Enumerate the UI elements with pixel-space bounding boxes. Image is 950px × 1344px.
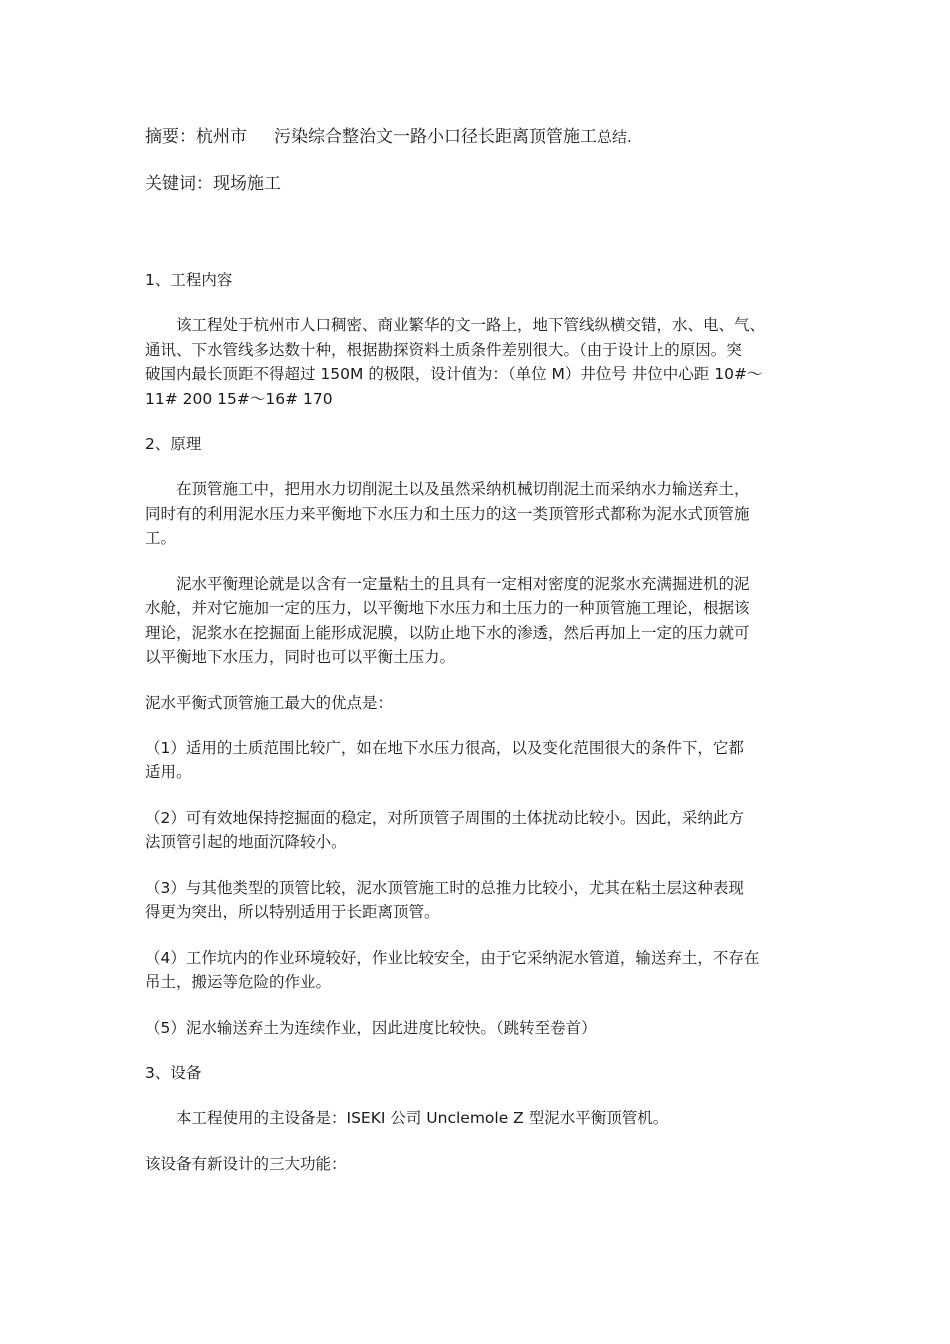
paragraph-line: 破国内最长顶距不得超过 150M 的极限，设计值为：（单位 M）井位号 井位中心距 10#～ (145, 365, 763, 383)
paragraph-line: 本工程使用的主设备是：ISEKI 公司 Unclemole Z 型泥水平衡顶管机。 (176, 1109, 669, 1127)
abstract-text-a: 杭州市 (196, 127, 247, 147)
advantages-intro: 泥水平衡式顶管施工最大的优点是： (145, 693, 394, 712)
paragraph-line: 得更为突出，所以特别适用于长距离顶管。 (145, 903, 440, 921)
abstract-text-small: 总结 (597, 128, 628, 146)
section-3-paragraph-1 (145, 1106, 810, 1131)
paragraph-line: 同时有的利用泥水压力来平衡地下水压力和土压力的这一类顶管形式都称为泥水式顶管施 (145, 504, 750, 523)
section-3-paragraph-2: 该设备有新设计的三大功能： (145, 1154, 347, 1173)
paragraph-line: 工。 (145, 529, 177, 547)
paragraph-line: 在顶管施工中，把用水力切削泥土以及虽然采纳机械切削泥土而采纳水力输送弃土， (176, 480, 750, 498)
section-2-heading: 2、原理 (145, 435, 202, 453)
paragraph-line: （5）泥水输送弃土为连续作业，因此进度比较快。（跳转至卷首） (145, 1018, 597, 1037)
section-1-paragraph (145, 313, 810, 411)
paragraph-line: 以平衡地下水压力，同时也可以平衡土压力。 (145, 648, 456, 666)
document-body (145, 124, 810, 1176)
paragraph-line: 11# 200 15#～16# 170 (145, 389, 333, 408)
section-3-heading: 3、设备 (145, 1064, 202, 1082)
paragraph-line: （2）可有效地保持挖掘面的稳定，对所顶管子周围的土体扰动比较小。因此，采纳此方 (145, 808, 744, 827)
advantage-item-4 (145, 946, 810, 995)
advantage-item-1 (145, 736, 810, 785)
advantage-item-3 (145, 876, 810, 925)
advantage-item-5 (145, 1016, 810, 1041)
paragraph-line: （4）工作坑内的作业环境较好，作业比较安全，由于它采纳泥水管道，输送弃土，不存在 (145, 948, 760, 967)
abstract-text-b: 污染综合整治文一路小口径长距离顶管施工 (274, 127, 597, 147)
paragraph-line: 通讯、下水管线多达数十种，根据勘探资料土质条件差别很大。（由于设计上的原因。突 (145, 340, 742, 359)
section-2-paragraph-2 (145, 572, 810, 670)
keywords-line (145, 171, 810, 197)
paragraph-line: 适用。 (145, 763, 192, 781)
paragraph-line: 该工程处于杭州市人口稠密、商业繁华的文一路上，地下管线纵横交错，水、电、气、 (176, 316, 766, 334)
paragraph-line: 法顶管引起的地面沉降较小。 (145, 833, 347, 851)
section-2-paragraph-1 (145, 477, 810, 551)
paragraph-line: 理论，泥浆水在挖掘面上能形成泥膜，以防止地下水的渗透，然后再加上一定的压力就可 (145, 623, 750, 642)
paragraph-line: 泥水平衡理论就是以含有一定量粘土的且具有一定相对密度的泥浆水充满掘进机的泥 (176, 574, 750, 593)
section-1-heading: 1、工程内容 (145, 271, 233, 289)
keywords-text: 现场施工 (213, 174, 281, 194)
abstract-line (145, 124, 810, 150)
paragraph-line: 水舱，并对它施加一定的压力，以平衡地下水压力和土压力的一种顶管施工理论，根据该 (145, 599, 750, 617)
advantage-item-2 (145, 806, 810, 855)
paragraph-line: 吊土，搬运等危险的作业。 (145, 973, 332, 991)
keywords-label: 关键词： (145, 174, 213, 194)
abstract-label: 摘要： (145, 127, 196, 147)
paragraph-line: （3）与其他类型的顶管比较，泥水顶管施工时的总推力比较小，尤其在粘土层这种表现 (145, 878, 744, 897)
abstract-text-end: . (627, 128, 632, 146)
paragraph-line: （1）适用的土质范围比较广，如在地下水压力很高，以及变化范围很大的条件下，它都 (145, 738, 744, 757)
